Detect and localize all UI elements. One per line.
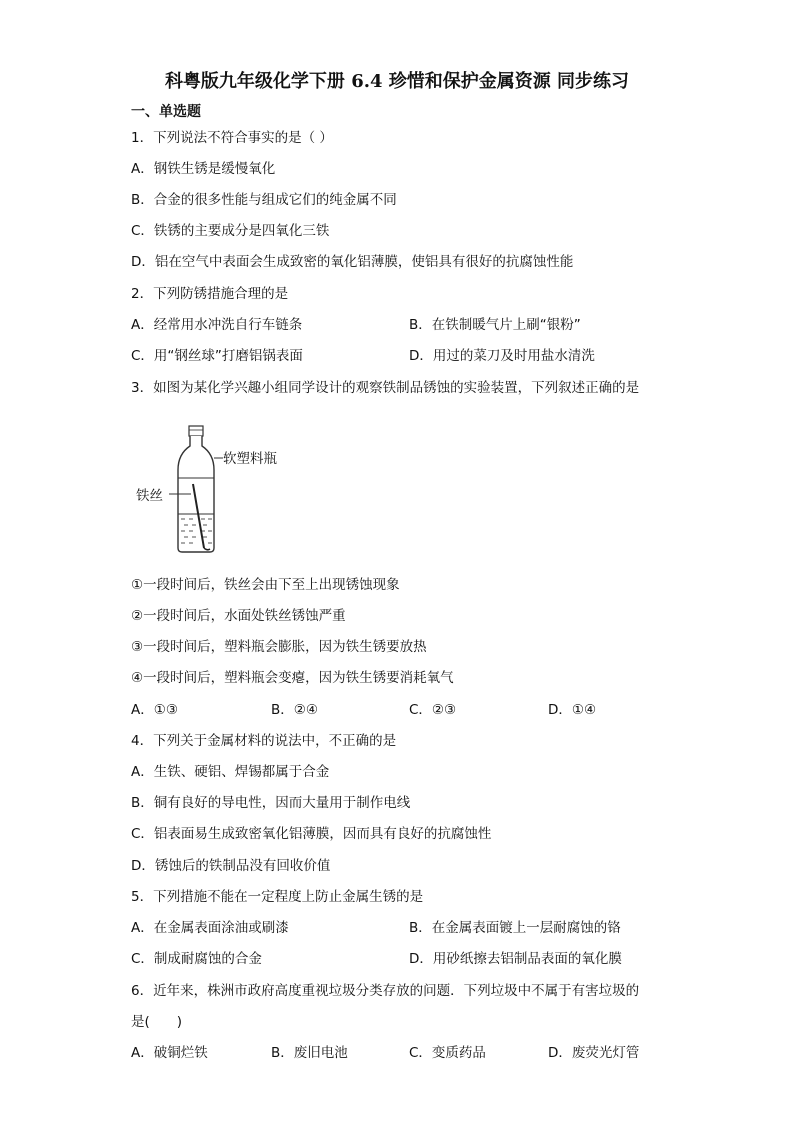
q5-option-d[interactable]: D．用砂纸擦去铝制品表面的氧化膜 — [409, 951, 622, 967]
q2-option-b[interactable]: B．在铁制暖气片上刷“银粉” — [409, 317, 581, 333]
q6-option-a[interactable]: A．破铜烂铁 — [131, 1045, 208, 1061]
section-heading: 一、单选题 — [131, 104, 201, 120]
q3-option-b[interactable]: B．②④ — [271, 702, 318, 718]
q5-option-c[interactable]: C．制成耐腐蚀的合金 — [131, 951, 262, 967]
q3-option-a[interactable]: A．①③ — [131, 702, 178, 718]
bottle-experiment-figure — [131, 418, 311, 558]
q4-stem: 4．下列关于金属材料的说法中，不正确的是 — [131, 733, 397, 749]
q1-option-c[interactable]: C．铁锈的主要成分是四氧化三铁 — [131, 223, 330, 239]
q6-option-b[interactable]: B．废旧电池 — [271, 1045, 348, 1061]
q1-option-d[interactable]: D．铝在空气中表面会生成致密的氧化铝薄膜，使铝具有很好的抗腐蚀性能 — [131, 254, 574, 270]
q4-option-a[interactable]: A．生铁、硬铝、焊锡都属于合金 — [131, 764, 330, 780]
q6-stem-line2: 是( ) — [131, 1014, 183, 1030]
q6-option-c[interactable]: C．变质药品 — [409, 1045, 486, 1061]
q3-option-c[interactable]: C．②③ — [409, 702, 457, 718]
q5-stem: 5．下列措施不能在一定程度上防止金属生锈的是 — [131, 889, 424, 905]
q3-stem: 3．如图为某化学兴趣小组同学设计的观察铁制品锈蚀的实验装置，下列叙述正确的是 — [131, 380, 640, 396]
q4-option-c[interactable]: C．铝表面易生成致密氧化铝薄膜，因而具有良好的抗腐蚀性 — [131, 826, 492, 842]
q6-stem-line1: 6．近年来，株洲市政府高度重视垃圾分类存放的问题．下列垃圾中不属于有害垃圾的 — [131, 983, 640, 999]
q5-option-b[interactable]: B．在金属表面镀上一层耐腐蚀的铬 — [409, 920, 621, 936]
q3-statement-4: ④一段时间后，塑料瓶会变瘪，因为铁生锈要消耗氧气 — [131, 670, 454, 686]
q4-option-b[interactable]: B．铜有良好的导电性，因而大量用于制作电线 — [131, 795, 411, 811]
wire-label: 铁丝 — [136, 488, 163, 504]
q1-stem: 1．下列说法不符合事实的是（ ） — [131, 130, 333, 146]
q2-option-a[interactable]: A．经常用水冲洗自行车链条 — [131, 317, 303, 333]
page-title: 科粤版九年级化学下册 6.4 珍惜和保护金属资源 同步练习 — [164, 71, 630, 92]
q4-option-d[interactable]: D．锈蚀后的铁制品没有回收价值 — [131, 858, 331, 874]
q2-option-d[interactable]: D．用过的菜刀及时用盐水清洗 — [409, 348, 595, 364]
q3-statement-1: ①一段时间后，铁丝会由下至上出现锈蚀现象 — [131, 577, 400, 593]
q1-option-a[interactable]: A．钢铁生锈是缓慢氧化 — [131, 161, 276, 177]
q2-option-c[interactable]: C．用“钢丝球”打磨铝锅表面 — [131, 348, 303, 364]
q1-option-b[interactable]: B．合金的很多性能与组成它们的纯金属不同 — [131, 192, 397, 208]
q2-stem: 2．下列防锈措施合理的是 — [131, 286, 289, 302]
bottle-cap — [189, 426, 203, 436]
q6-option-d[interactable]: D．废荧光灯管 — [548, 1045, 640, 1061]
q3-option-d[interactable]: D．①④ — [548, 702, 597, 718]
bottle-label: 软塑料瓶 — [223, 451, 277, 467]
q3-statement-2: ②一段时间后，水面处铁丝锈蚀严重 — [131, 608, 346, 624]
q3-statement-3: ③一段时间后，塑料瓶会膨胀，因为铁生锈要放热 — [131, 639, 427, 655]
q5-option-a[interactable]: A．在金属表面涂油或刷漆 — [131, 920, 289, 936]
